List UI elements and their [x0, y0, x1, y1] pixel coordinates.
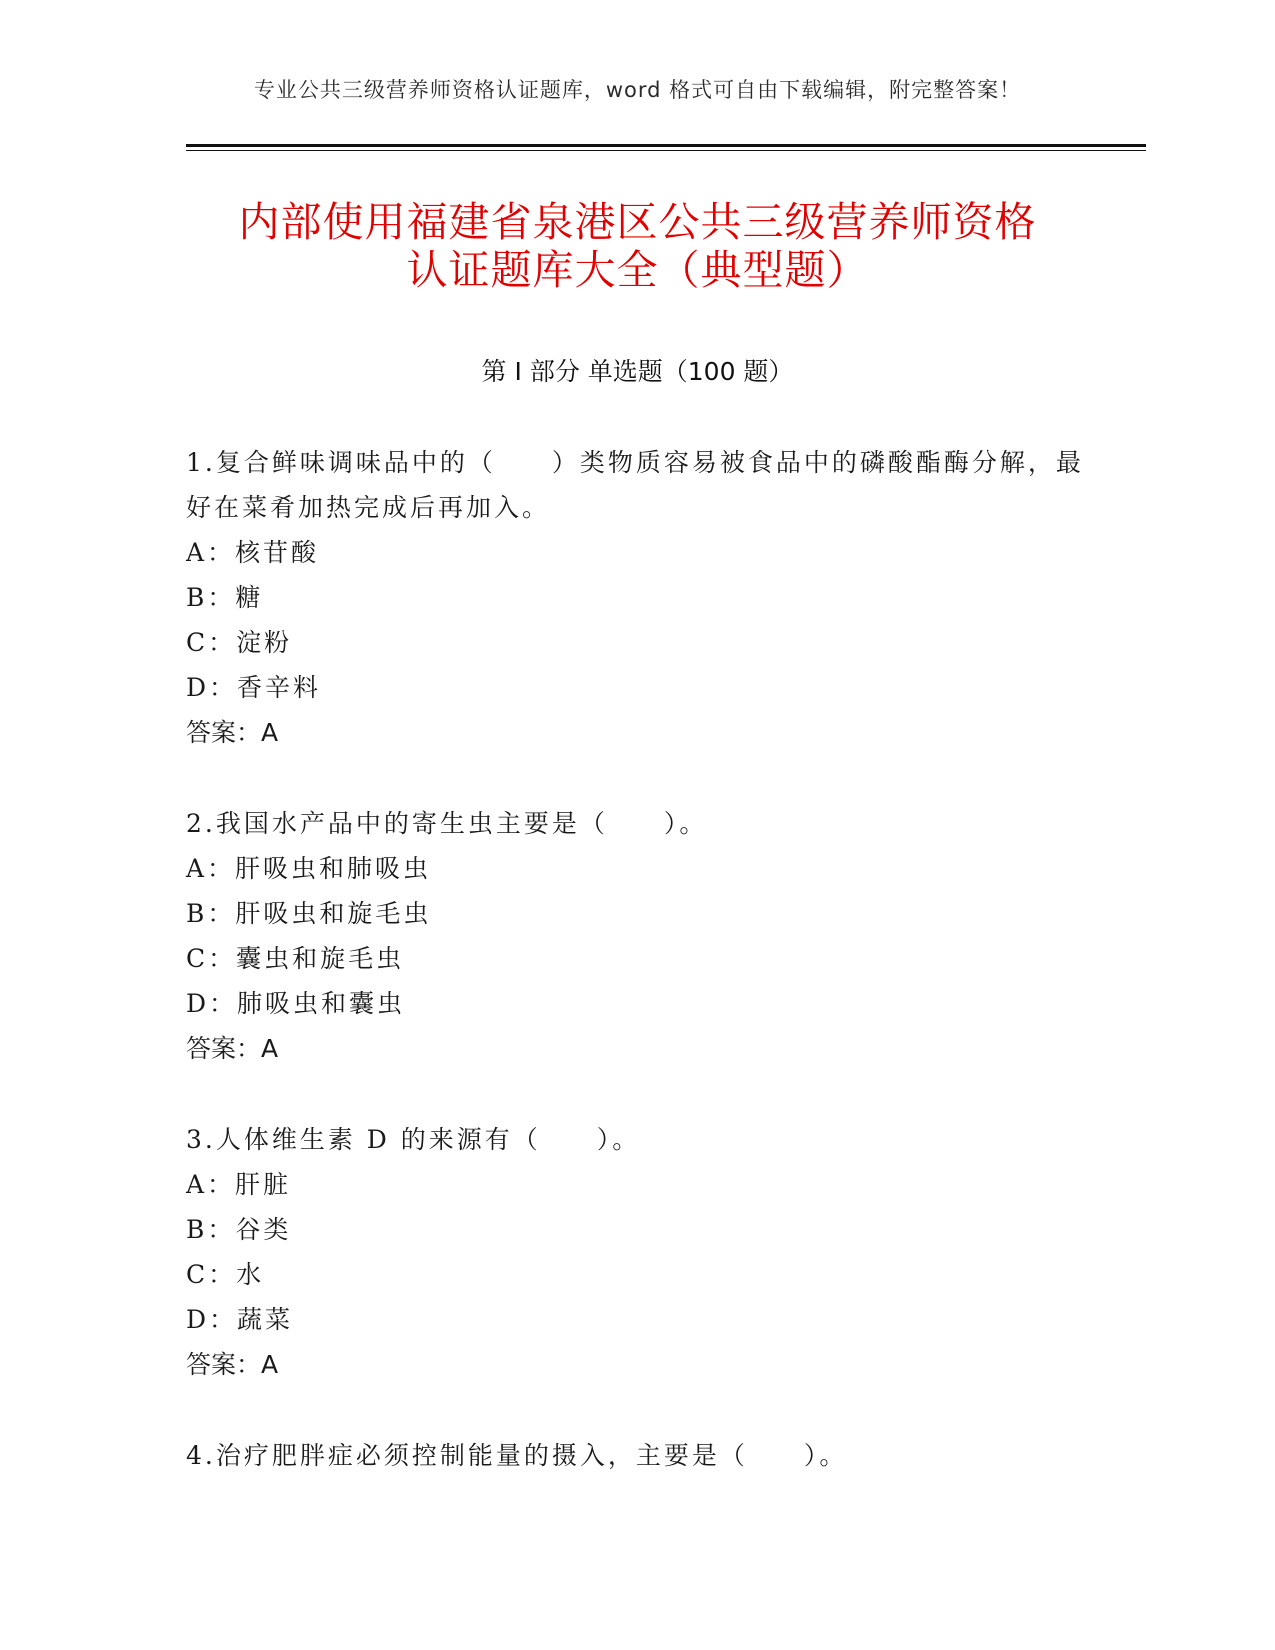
header-note: 专业公共三级营养师资格认证题库，word 格式可自由下载编辑，附完整答案！	[253, 78, 1022, 102]
option-b: B：肝吸虫和旋毛虫	[186, 899, 432, 928]
document-title-line-2: 认证题库大全（典型题）	[406, 246, 869, 294]
question-list	[186, 440, 1086, 1524]
question-stem: 2.我国水产品中的寄生虫主要是（ ）。	[186, 809, 708, 838]
option-c: C：淀粉	[186, 628, 293, 657]
answer: 答案：A	[186, 1350, 279, 1379]
answer: 答案：A	[186, 1034, 279, 1063]
option-d: D：香辛料	[186, 673, 322, 702]
question-2	[186, 801, 1086, 1071]
option-a: A：肝吸虫和肺吸虫	[186, 854, 432, 883]
header-rule-thick	[186, 144, 1146, 147]
option-c: C：水	[186, 1260, 265, 1289]
option-a: A：核苷酸	[186, 538, 320, 567]
option-d: D：肺吸虫和囊虫	[186, 989, 406, 1018]
document-title	[120, 198, 1155, 294]
document-title-line-1: 内部使用福建省泉港区公共三级营养师资格	[238, 198, 1037, 246]
question-stem: 3.人体维生素 D 的来源有（ ）。	[186, 1125, 641, 1154]
option-c: C：囊虫和旋毛虫	[186, 944, 405, 973]
question-stem: 1.复合鲜味调味品中的（ ）类物质容易被食品中的磷酸酯酶分解，最好在菜肴加热完成后再加入。	[186, 448, 1084, 522]
answer: 答案：A	[186, 718, 279, 747]
option-b: B：糖	[186, 583, 264, 612]
option-d: D：蔬菜	[186, 1305, 294, 1334]
question-1	[186, 440, 1086, 755]
section-title: 第 I 部分 单选题（100 题）	[481, 357, 794, 386]
header-rule-thin	[186, 150, 1146, 151]
question-4	[186, 1433, 1086, 1478]
question-3	[186, 1117, 1086, 1387]
option-b: B：谷类	[186, 1215, 292, 1244]
option-a: A：肝脏	[186, 1170, 292, 1199]
question-stem: 4.治疗肥胖症必须控制能量的摄入，主要是（ ）。	[186, 1441, 848, 1470]
